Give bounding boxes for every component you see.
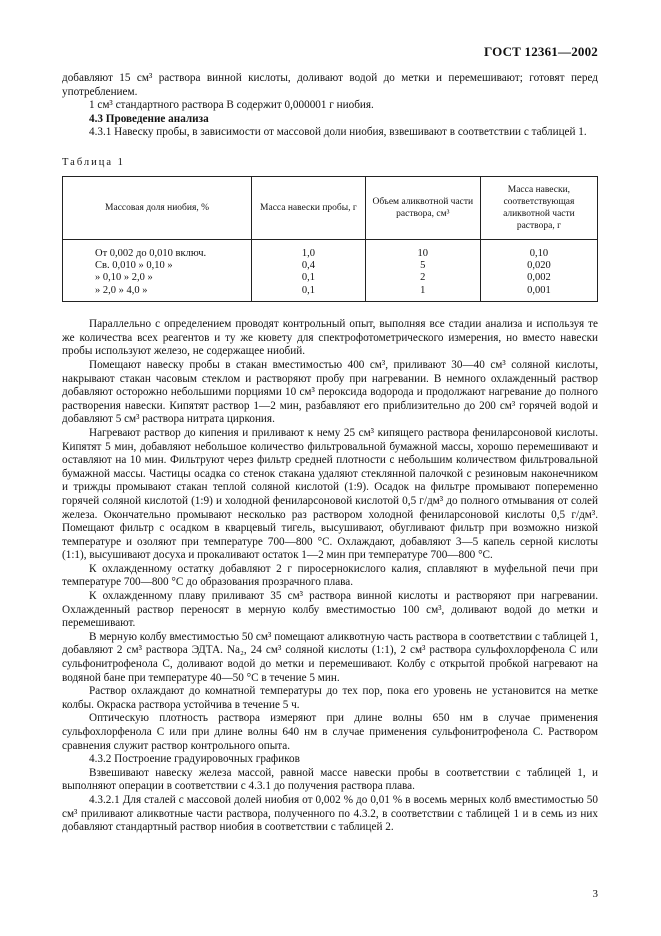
body-paragraph: Раствор охлаждают до комнатной температуры до тех пор, пока его уровень не установится на метке колбы. Окраска раствора устойчива в течение 5 ч. [62,685,598,711]
table-1 [62,176,598,303]
table-row [63,260,598,272]
body-paragraph: Взвешивают навеску железа массой, равной массе навески пробы в соответствии с таблицей 1, и выполняют операции в соответствии с 4.3.1 до получения раствора плава. [62,766,598,793]
subsection-heading: 4.3.2 Построение градуировочных графиков [89,753,300,766]
table-cell: » 0,10 » 2,0 » [63,272,252,284]
table-cell: » 2,0 » 4,0 » [63,285,252,302]
table-header-cell: Масса навески, соответствующая аликвотной части раствора, г [480,176,597,239]
table-cell: 0,4 [252,260,366,272]
table-header-cell: Массовая доля ниобия, % [63,176,252,239]
body-paragraph: Параллельно с определением проводят контрольный опыт, выполняя все стадии анализа и используя те же количества всех реагентов и ту же кювету для спектрофотометрического измерения, но вместо навески пробы используют железо, не содержащее ниобий. [62,318,598,358]
body-paragraph: К охлажденному остатку добавляют 2 г пиросернокислого калия, сплавляют в муфельной печи при температуре 700—800 °С до образования прозрачного плава. [62,562,598,589]
table-cell: Св. 0,010 » 0,10 » [63,260,252,272]
table-cell: 10 [365,239,480,260]
document-id-header: ГОСТ 12361—2002 [483,44,598,59]
body-paragraph: Оптическую плотность раствора измеряют при длине волны 650 нм в случае применения сульфохлорфенола С или при длине волны 640 нм в случае применения сульфонитрофенола С. Раствором сравнения служит раствор контрольного опыта. [62,712,598,752]
intro-paragraph-2: 1 см³ стандартного раствора В содержит 0,000001 г ниобия. [89,99,374,112]
table-row [63,285,598,302]
table-header-row [63,176,598,239]
table-cell: От 0,002 до 0,010 включ. [63,239,252,260]
body-paragraph: Помещают навеску пробы в стакан вместимостью 400 см³, приливают 30—40 см³ соляной кислоты, накрывают стакан часовым стеклом и растворяют пробу при нагревании. В немного охлажденный раствор добавляют осторожно небольшими порциями 10 см³ пероксида водорода и продолжают нагревание до полного растворения навески. Кипятят раствор 1—2 мин, разбавляют его приблизительно до 200 см³ горячей водой и добавляют 5 см³ раствора нитрата циркония. [62,358,598,426]
table-cell: 0,001 [480,285,597,302]
table-cell: 0,10 [480,239,597,260]
table-row [63,272,598,284]
table-cell: 1,0 [252,239,366,260]
section-heading: 4.3 Проведение анализа [89,112,209,125]
document-body [62,72,598,835]
body-paragraph: К охлажденному плаву приливают 35 см³ раствора винной кислоты и растворяют при нагревании. Охлажденный раствор переносят в мерную колбу вместимостью 100 см³, доливают водой до метки и перемешивают. [62,590,598,630]
table-caption: Таблица 1 [62,156,125,168]
table-header-cell: Масса навески пробы, г [252,176,366,239]
table-cell: 5 [365,260,480,272]
table-header-cell: Объем аликвотной части раствора, см³ [365,176,480,239]
table-cell: 1 [365,285,480,302]
table-cell: 0,020 [480,260,597,272]
table-cell: 0,1 [252,272,366,284]
intro-paragraph-3: 4.3.1 Навеску пробы, в зависимости от массовой доли ниобия, взвешивают в соответствии с таблицей 1. [89,126,587,139]
body-paragraph: 4.3.2.1 Для сталей с массовой долей ниобия от 0,002 % до 0,01 % в восемь мерных колб вместимостью 50 см³ приливают аликвотные части раствора, полученного по 4.3.2, в соответствии с таблицей 1 и в семь из них добавляют стандартный раствор ниобия в соответствии с таблицей 2. [62,793,598,834]
table-cell: 0,1 [252,285,366,302]
body-paragraph: Нагревают раствор до кипения и приливают к нему 25 см³ кипящего раствора фениларсоновой кислоты. Кипятят 5 мин, добавляют небольшое количество фильтровальной бумажной массы, хорошо перемешивают и оставляют на 10 мин. Фильтруют через фильтр средней плотности с небольшим количеством фильтровальной бумажной массы. Частицы осадка со стенок стакана удаляют стеклянной палочкой с резиновым наконечником и трижды промывают стакан теплой соляной кислотой (1:9). Осадок на фильтре промывают попеременно горячей соляной кислотой (1:9) и холодной фениларсоновой кислотой 0,5 г/дм³ до полного отмывания от солей железа. Окончательно промывают несколько раз раствором холодной фениларсоновой кислоты 0,5 г/дм³. Помещают фильтр с осадком в кварцевый тигель, высушивают, обугливают фильтр при возможно низкой температуре и озоляют при температуре 700—800 °С. Охлаждают, добавляют 3—5 капель серной кислоты (1:1), высушивают досуха и прокаливают остаток 1—2 мин при температуре 700—800 °С. [62,426,598,562]
body-paragraph: В мерную колбу вместимостью 50 см³ помещают аликвотную часть раствора в соответствии с таблицей 1, добавляют 2 см³ раствора ЭДТА. Na₂, 24 см³ соляной кислоты (1:1), 2 см³ раствора сульфохлорфенола С или сульфонитрофенола С, доливают водой до метки и перемешивают. Колбу с открытой пробкой нагревают на водяной бане при температуре 40—50 °С в течение 5 мин. [62,630,598,684]
table-row [63,239,598,260]
intro-paragraph-1: добавляют 15 см³ раствора винной кислоты, доливают водой до метки и перемешивают; готовят перед употреблением. [62,72,598,98]
table-cell: 0,002 [480,272,597,284]
page-number: 3 [592,888,598,900]
table-cell: 2 [365,272,480,284]
